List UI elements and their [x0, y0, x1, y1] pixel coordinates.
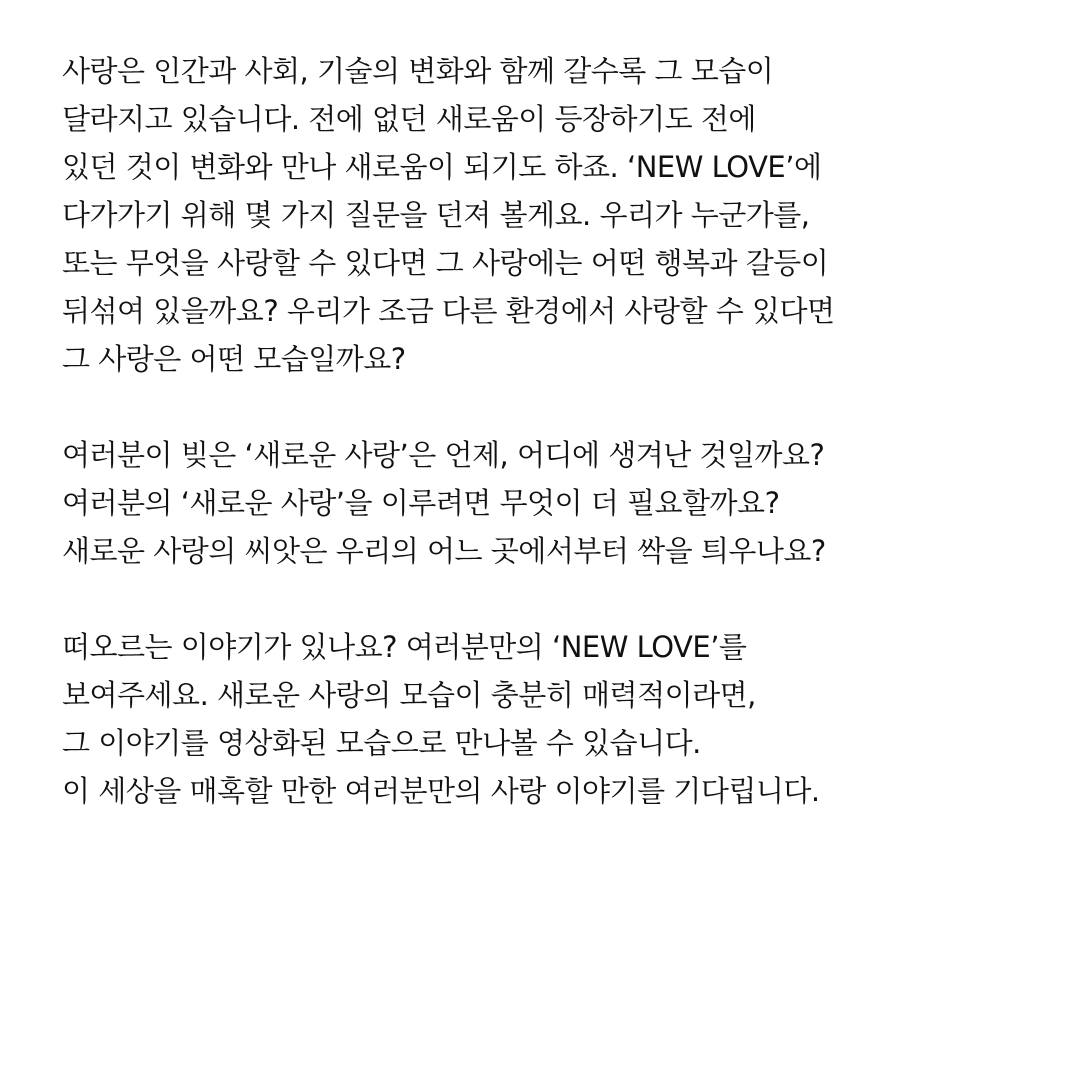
- text-line: 달라지고 있습니다. 전에 없던 새로움이 등장하기도 전에: [62, 102, 756, 136]
- text-line: 새로운 사랑의 씨앗은 우리의 어느 곳에서부터 싹을 틔우나요?: [62, 534, 826, 568]
- announcement-text: [62, 47, 1052, 863]
- text-line: 떠오르는 이야기가 있나요? 여러분만의 ‘NEW LOVE’를: [62, 630, 747, 664]
- text-line: 이 세상을 매혹할 만한 여러분만의 사랑 이야기를 기다립니다.: [62, 774, 820, 808]
- text-line: 여러분의 ‘새로운 사랑’을 이루려면 무엇이 더 필요할까요?: [62, 486, 780, 520]
- text-line: 사랑은 인간과 사회, 기술의 변화와 함께 갈수록 그 모습이: [62, 54, 774, 88]
- questions-paragraph: [62, 431, 1052, 575]
- text-line: 뒤섞여 있을까요? 우리가 조금 다른 환경에서 사랑할 수 있다면: [62, 294, 835, 328]
- invitation-paragraph: [62, 623, 1052, 815]
- text-line: 그 이야기를 영상화된 모습으로 만나볼 수 있습니다.: [62, 726, 701, 760]
- text-line: 여러분이 빚은 ‘새로운 사랑’은 언제, 어디에 생겨난 것일까요?: [62, 438, 825, 472]
- intro-paragraph: [62, 47, 1052, 383]
- text-line: 또는 무엇을 사랑할 수 있다면 그 사랑에는 어떤 행복과 갈등이: [62, 246, 829, 280]
- text-line: 있던 것이 변화와 만나 새로움이 되기도 하죠. ‘NEW LOVE’에: [62, 150, 822, 184]
- text-line: 그 사랑은 어떤 모습일까요?: [62, 342, 406, 376]
- text-line: 보여주세요. 새로운 사랑의 모습이 충분히 매력적이라면,: [62, 678, 756, 712]
- text-line: 다가가기 위해 몇 가지 질문을 던져 볼게요. 우리가 누군가를,: [62, 198, 810, 232]
